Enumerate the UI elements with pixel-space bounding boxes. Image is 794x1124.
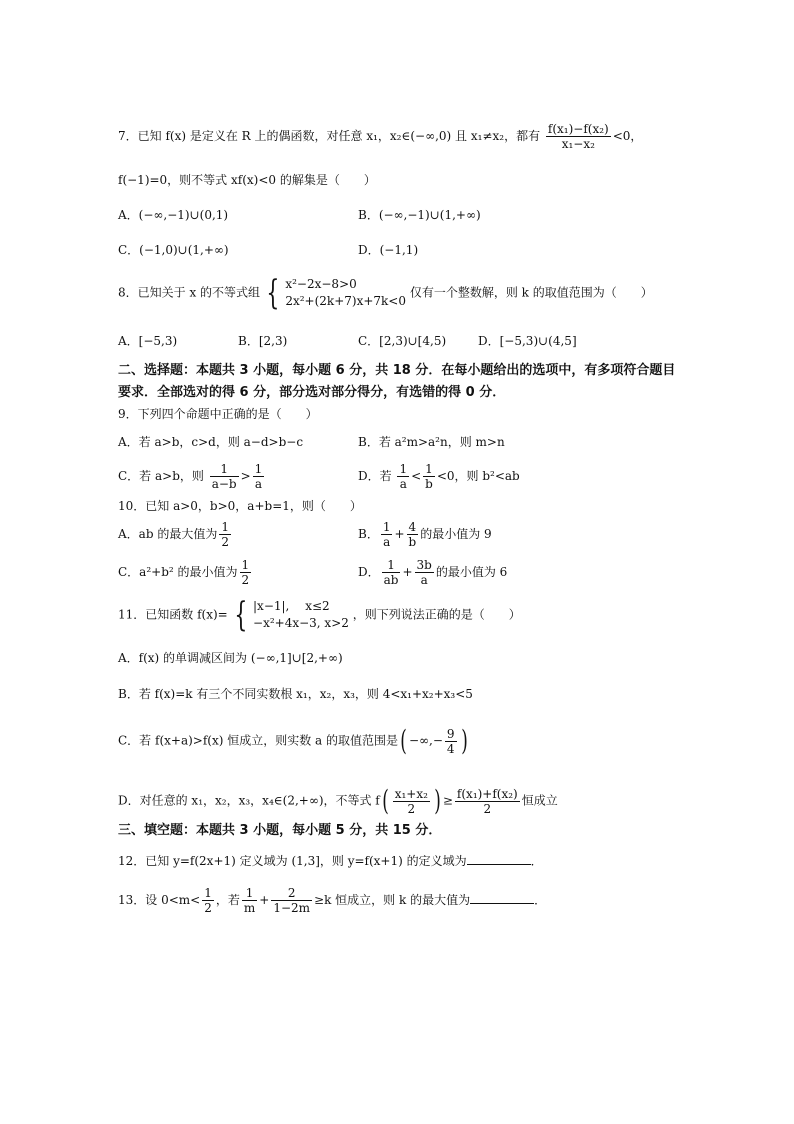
right-paren-icon: ) [434, 784, 441, 817]
q10-stem: 10．已知 a>0，b>0，a+b=1，则（ ） [118, 499, 362, 513]
fraction: $\frac{3b}{a}$ [416, 558, 432, 587]
q7-fraction: $\frac{\text{f(x₁)−f(x₂)}}{\text{x₁−x₂}}$ [547, 122, 609, 151]
q7-stem-line2: f(−1)=0，则不等式 xf(x)<0 的解集是（ ） [118, 173, 376, 187]
q10-option-a: A．ab 的最大值为 $\frac{1}{2}$ [118, 520, 229, 549]
left-brace-icon: { [266, 273, 280, 313]
q10-option-b: B． $\frac{1}{a}$ + $\frac{4}{b}$ 的最小值为 9 [358, 520, 492, 549]
q7-option-a: A．(−∞,−1)∪(0,1) [118, 208, 229, 222]
answer-blank[interactable] [470, 891, 534, 904]
q12-stem: 12．已知 y=f(2x+1) 定义域为 (1,3]，则 y=f(x+1) 的定义域为 ． [118, 854, 543, 868]
q8-inequality-system: x²−2x−8>0 2x²+(2k+7)x+7k<0 [285, 277, 406, 308]
fraction: $\frac{1}{2}$ [204, 886, 212, 915]
fraction: $\frac{9}{4}$ [446, 726, 455, 756]
fraction: $\frac{4}{b}$ [408, 520, 417, 549]
fraction: $\frac{1}{2}$ [241, 558, 250, 587]
q8-option-c: C．[2,3)∪[4,5) [358, 334, 447, 348]
q7-option-b: B．(−∞,−1)∪(1,+∞) [358, 208, 481, 222]
q11-option-d: D．对任意的 x₁，x₂，x₃，x₄∈(2,+∞)，不等式 f( $\frac{\text{x₁+x₂}}{2}$ ) ≥ $\frac{\text{f(x₁)+f(x₂)}}{2}$ 恒成立 [118, 784, 558, 817]
q8-option-d: D．[−5,3)∪(4,5] [478, 334, 577, 348]
q9-option-c: C．若 a>b，则 $\frac{1}{a-b}$ > $\frac{1}{a}$ [118, 462, 263, 491]
q7-option-c: C．(−1,0)∪(1,+∞) [118, 243, 229, 257]
q8-option-b: B．[2,3) [238, 334, 288, 348]
left-paren-icon: ( [381, 784, 389, 817]
q11-stem: 11．已知函数 f(x)= { |x−1|, x≤2 −x²+4x−3, x>2 ，则下列说法正确的是（ ） [118, 595, 521, 635]
fraction: $\frac{\text{f(x₁)+f(x₂)}}{2}$ [456, 786, 518, 816]
fraction: $\frac{2}{1-2m}$ [273, 886, 311, 915]
fraction: $\frac{1}{ab}$ [383, 558, 399, 587]
q11-piecewise-function: |x−1|, x≤2 −x²+4x−3, x>2 [253, 599, 349, 630]
q9-option-d: D．若 $\frac{1}{a}$ < $\frac{1}{b}$ <0，则 b²<ab [358, 462, 520, 491]
fraction: $\frac{1}{a}$ [399, 462, 408, 491]
q8-stem: 8．已知关于 x 的不等式组 { x²−2x−8>0 2x²+(2k+7)x+7k<0 仅有一个整数解，则 k 的取值范围为（ ） [118, 273, 653, 313]
q9-option-a: A．若 a>b，c>d，则 a−d>b−c [118, 435, 304, 449]
q9-option-b: B．若 a²m>a²n，则 m>n [358, 435, 505, 449]
fraction: $\frac{1}{a-b}$ [211, 462, 237, 491]
q9-stem: 9．下列四个命题中正确的是（ ） [118, 407, 318, 421]
q13-stem: 13．设 0<m< $\frac{1}{2}$ ，若 $\frac{1}{m}$ + $\frac{2}{1-2m}$ ≥k 恒成立，则 k 的最大值为 ． [118, 886, 547, 915]
section-2-heading: 二、选择题：本题共 3 小题，每小题 6 分，共 18 分．在每小题给出的选项中，有多项符合题目要求．全部选对的得 6 分，部分选对部分得分，有选错的得 0 分． [118, 363, 676, 400]
fraction: $\frac{1}{a}$ [254, 462, 263, 491]
q7-option-d: D．(−1,1) [358, 243, 419, 257]
q11-option-b: B．若 f(x)=k 有三个不同实数根 x₁，x₂，x₃，则 4<x₁+x₂+x₃<5 [118, 687, 473, 701]
fraction: $\frac{1}{b}$ [425, 462, 433, 491]
q11-option-a: A．f(x) 的单调减区间为 (−∞,1]∪[2,+∞) [118, 651, 343, 665]
q10-option-c: C．a²+b² 的最小值为 $\frac{1}{2}$ [118, 558, 250, 587]
fraction: $\frac{1}{m}$ [243, 886, 256, 915]
q8-option-a: A．[−5,3) [118, 334, 178, 348]
fraction: $\frac{1}{2}$ [221, 520, 229, 549]
section-3-heading: 三、填空题：本题共 3 小题，每小题 5 分，共 15 分． [118, 823, 442, 838]
q7-stem-line1: 7．已知 f(x) 是定义在 R 上的偶函数，对任意 x₁，x₂∈(−∞,0) 且 x₁≠x₂，都有 $\frac{\text{f(x₁)−f(x₂)}}{\text{x₁−x₂}}$ <0， [118, 122, 643, 151]
right-paren-icon: ) [460, 724, 468, 757]
fraction: $\frac{\text{x₁+x₂}}{2}$ [394, 786, 428, 816]
answer-blank[interactable] [467, 852, 531, 865]
fraction: $\frac{1}{a}$ [382, 520, 391, 549]
q10-option-d: D． $\frac{1}{ab}$ + $\frac{3b}{a}$ 的最小值为 6 [358, 558, 508, 587]
left-paren-icon: ( [400, 724, 407, 757]
q11-option-c: C．若 f(x+a)>f(x) 恒成立，则实数 a 的取值范围是( −∞,− $\frac{9}{4}$ ) [118, 724, 468, 757]
left-brace-icon: { [233, 595, 247, 635]
